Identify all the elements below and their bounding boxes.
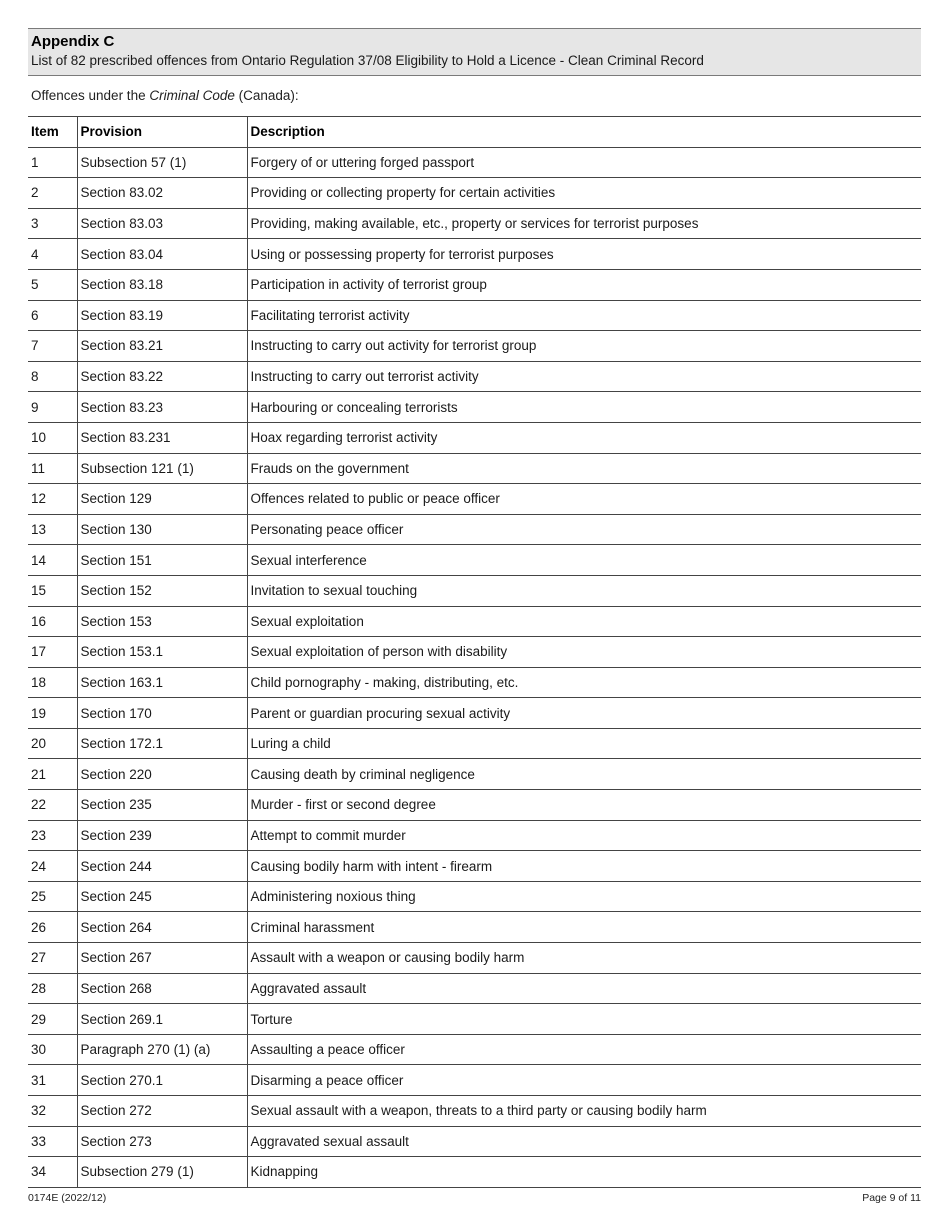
table-row [28,973,921,1004]
intro-text [28,76,921,116]
item-cell: 16 [28,606,77,637]
table-row [28,514,921,545]
provision-cell: Subsection 279 (1) [77,1157,247,1188]
table-row [28,912,921,943]
item-cell: 30 [28,1034,77,1065]
item-cell: 1 [28,147,77,178]
description-cell: Assault with a weapon or causing bodily harm [247,943,921,974]
description-cell: Parent or guardian procuring sexual activity [247,698,921,729]
table-row [28,606,921,637]
provision-cell: Section 83.03 [77,208,247,239]
table-header-row [28,117,921,148]
table-row [28,178,921,209]
table-row [28,667,921,698]
description-cell: Causing bodily harm with intent - firearm [247,851,921,882]
description-cell: Using or possessing property for terrorist purposes [247,239,921,270]
table-row [28,790,921,821]
table-row [28,361,921,392]
provision-cell: Section 130 [77,514,247,545]
table-body [28,147,921,1187]
provision-cell: Section 220 [77,759,247,790]
provision-cell: Section 83.23 [77,392,247,423]
description-cell: Causing death by criminal negligence [247,759,921,790]
table-row [28,392,921,423]
provision-cell: Section 268 [77,973,247,1004]
item-cell: 8 [28,361,77,392]
provision-cell: Section 83.18 [77,269,247,300]
description-cell: Providing or collecting property for certain activities [247,178,921,209]
table-row [28,453,921,484]
form-number: 0174E (2022/12) [28,1192,107,1204]
description-cell: Sexual interference [247,545,921,576]
description-cell: Harbouring or concealing terrorists [247,392,921,423]
item-cell: 6 [28,300,77,331]
item-cell: 18 [28,667,77,698]
table-row [28,851,921,882]
appendix-title: Appendix C [31,33,115,50]
table-row [28,239,921,270]
table-row [28,300,921,331]
description-cell: Invitation to sexual touching [247,575,921,606]
description-cell: Facilitating terrorist activity [247,300,921,331]
provision-cell: Section 152 [77,575,247,606]
table-row [28,1126,921,1157]
item-cell: 4 [28,239,77,270]
item-cell: 32 [28,1096,77,1127]
table-row [28,269,921,300]
provision-cell: Section 151 [77,545,247,576]
provision-cell: Subsection 121 (1) [77,453,247,484]
description-cell: Murder - first or second degree [247,790,921,821]
description-cell: Providing, making available, etc., property or services for terrorist purposes [247,208,921,239]
table-row [28,1034,921,1065]
item-cell: 27 [28,943,77,974]
item-cell: 10 [28,422,77,453]
item-cell: 28 [28,973,77,1004]
provision-cell: Section 83.02 [77,178,247,209]
appendix-subtitle: List of 82 prescribed offences from Ontario Regulation 37/08 Eligibility to Hold a Licence - Clean Criminal Record [31,53,704,68]
provision-cell: Section 153.1 [77,637,247,668]
item-cell: 7 [28,331,77,362]
table-row [28,1065,921,1096]
description-cell: Kidnapping [247,1157,921,1188]
table-row [28,1096,921,1127]
provision-cell: Section 172.1 [77,728,247,759]
provision-cell: Paragraph 270 (1) (a) [77,1034,247,1065]
table-row [28,422,921,453]
table-row [28,881,921,912]
description-cell: Attempt to commit murder [247,820,921,851]
provision-cell: Section 273 [77,1126,247,1157]
description-cell: Sexual exploitation [247,606,921,637]
description-cell: Luring a child [247,728,921,759]
provision-cell: Section 269.1 [77,1004,247,1035]
table-row [28,759,921,790]
provision-cell: Section 83.04 [77,239,247,270]
description-cell: Participation in activity of terrorist group [247,269,921,300]
provision-cell: Section 244 [77,851,247,882]
offences-table [28,116,921,1188]
provision-cell: Section 83.19 [77,300,247,331]
description-cell: Instructing to carry out activity for terrorist group [247,331,921,362]
description-cell: Instructing to carry out terrorist activity [247,361,921,392]
provision-cell: Subsection 57 (1) [77,147,247,178]
provision-cell: Section 235 [77,790,247,821]
item-cell: 15 [28,575,77,606]
table-row [28,943,921,974]
provision-cell: Section 153 [77,606,247,637]
description-cell: Disarming a peace officer [247,1065,921,1096]
item-cell: 31 [28,1065,77,1096]
table-row [28,1004,921,1035]
item-cell: 26 [28,912,77,943]
item-cell: 20 [28,728,77,759]
item-cell: 9 [28,392,77,423]
description-cell: Frauds on the government [247,453,921,484]
item-cell: 2 [28,178,77,209]
table-row [28,728,921,759]
appendix-header [28,28,921,76]
table-row [28,484,921,515]
description-cell: Administering noxious thing [247,881,921,912]
table-row [28,147,921,178]
table-row [28,698,921,729]
description-cell: Sexual exploitation of person with disability [247,637,921,668]
item-cell: 5 [28,269,77,300]
table-row [28,331,921,362]
table-row [28,820,921,851]
provision-cell: Section 83.21 [77,331,247,362]
item-cell: 24 [28,851,77,882]
table-row [28,208,921,239]
provision-cell: Section 267 [77,943,247,974]
description-cell: Assaulting a peace officer [247,1034,921,1065]
description-cell: Sexual assault with a weapon, threats to a third party or causing bodily harm [247,1096,921,1127]
description-cell: Forgery of or uttering forged passport [247,147,921,178]
description-cell: Hoax regarding terrorist activity [247,422,921,453]
item-cell: 25 [28,881,77,912]
provision-cell: Section 83.22 [77,361,247,392]
item-cell: 22 [28,790,77,821]
provision-cell: Section 170 [77,698,247,729]
provision-cell: Section 245 [77,881,247,912]
item-cell: 33 [28,1126,77,1157]
page-number: Page 9 of 11 [862,1192,921,1204]
provision-cell: Section 83.231 [77,422,247,453]
table-row [28,575,921,606]
table-row [28,1157,921,1188]
item-cell: 17 [28,637,77,668]
item-cell: 19 [28,698,77,729]
item-cell: 12 [28,484,77,515]
item-cell: 14 [28,545,77,576]
description-cell: Aggravated assault [247,973,921,1004]
intro-suffix: (Canada): [234,88,299,103]
intro-prefix: Offences under the [31,88,150,103]
item-cell: 23 [28,820,77,851]
provision-cell: Section 239 [77,820,247,851]
provision-cell: Section 270.1 [77,1065,247,1096]
item-cell: 11 [28,453,77,484]
item-cell: 13 [28,514,77,545]
intro-code-name: Criminal Code [149,88,235,103]
description-cell: Offences related to public or peace officer [247,484,921,515]
column-header-item: Item [28,117,77,148]
description-cell: Torture [247,1004,921,1035]
provision-cell: Section 129 [77,484,247,515]
description-cell: Aggravated sexual assault [247,1126,921,1157]
description-cell: Criminal harassment [247,912,921,943]
table-row [28,545,921,576]
item-cell: 29 [28,1004,77,1035]
description-cell: Personating peace officer [247,514,921,545]
column-header-description: Description [247,117,921,148]
provision-cell: Section 272 [77,1096,247,1127]
item-cell: 34 [28,1157,77,1188]
table-row [28,637,921,668]
provision-cell: Section 264 [77,912,247,943]
column-header-provision: Provision [77,117,247,148]
item-cell: 21 [28,759,77,790]
document-page [28,28,921,1188]
item-cell: 3 [28,208,77,239]
description-cell: Child pornography - making, distributing, etc. [247,667,921,698]
provision-cell: Section 163.1 [77,667,247,698]
